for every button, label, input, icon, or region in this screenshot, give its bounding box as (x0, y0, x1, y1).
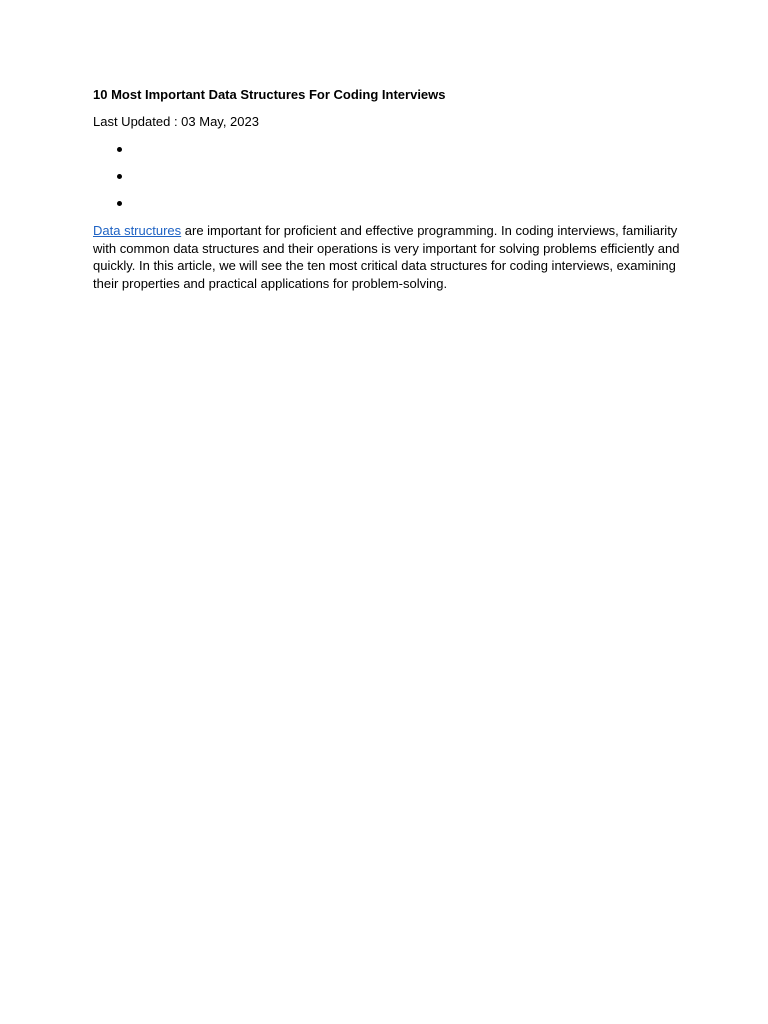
article-title: 10 Most Important Data Structures For Coding Interviews (93, 87, 446, 102)
data-structures-link[interactable]: Data structures (93, 223, 182, 238)
bullet-icon (117, 147, 122, 152)
bullet-list (93, 140, 683, 221)
intro-text: are important for proficient and effective programming. In coding interviews, familiarity with common data structures and their operations is very important for solving problems efficiently and quickly. In this article, we will see the ten most critical data structures for coding interviews, examining their properties and practical applications for problem-solving. (93, 223, 680, 291)
list-item (93, 167, 683, 194)
last-updated-date: Last Updated : 03 May, 2023 (93, 114, 259, 129)
bullet-icon (117, 174, 122, 179)
document-page (93, 86, 683, 292)
bullet-icon (117, 201, 122, 206)
list-item (93, 140, 683, 167)
intro-paragraph (93, 222, 683, 292)
list-item (93, 194, 683, 221)
